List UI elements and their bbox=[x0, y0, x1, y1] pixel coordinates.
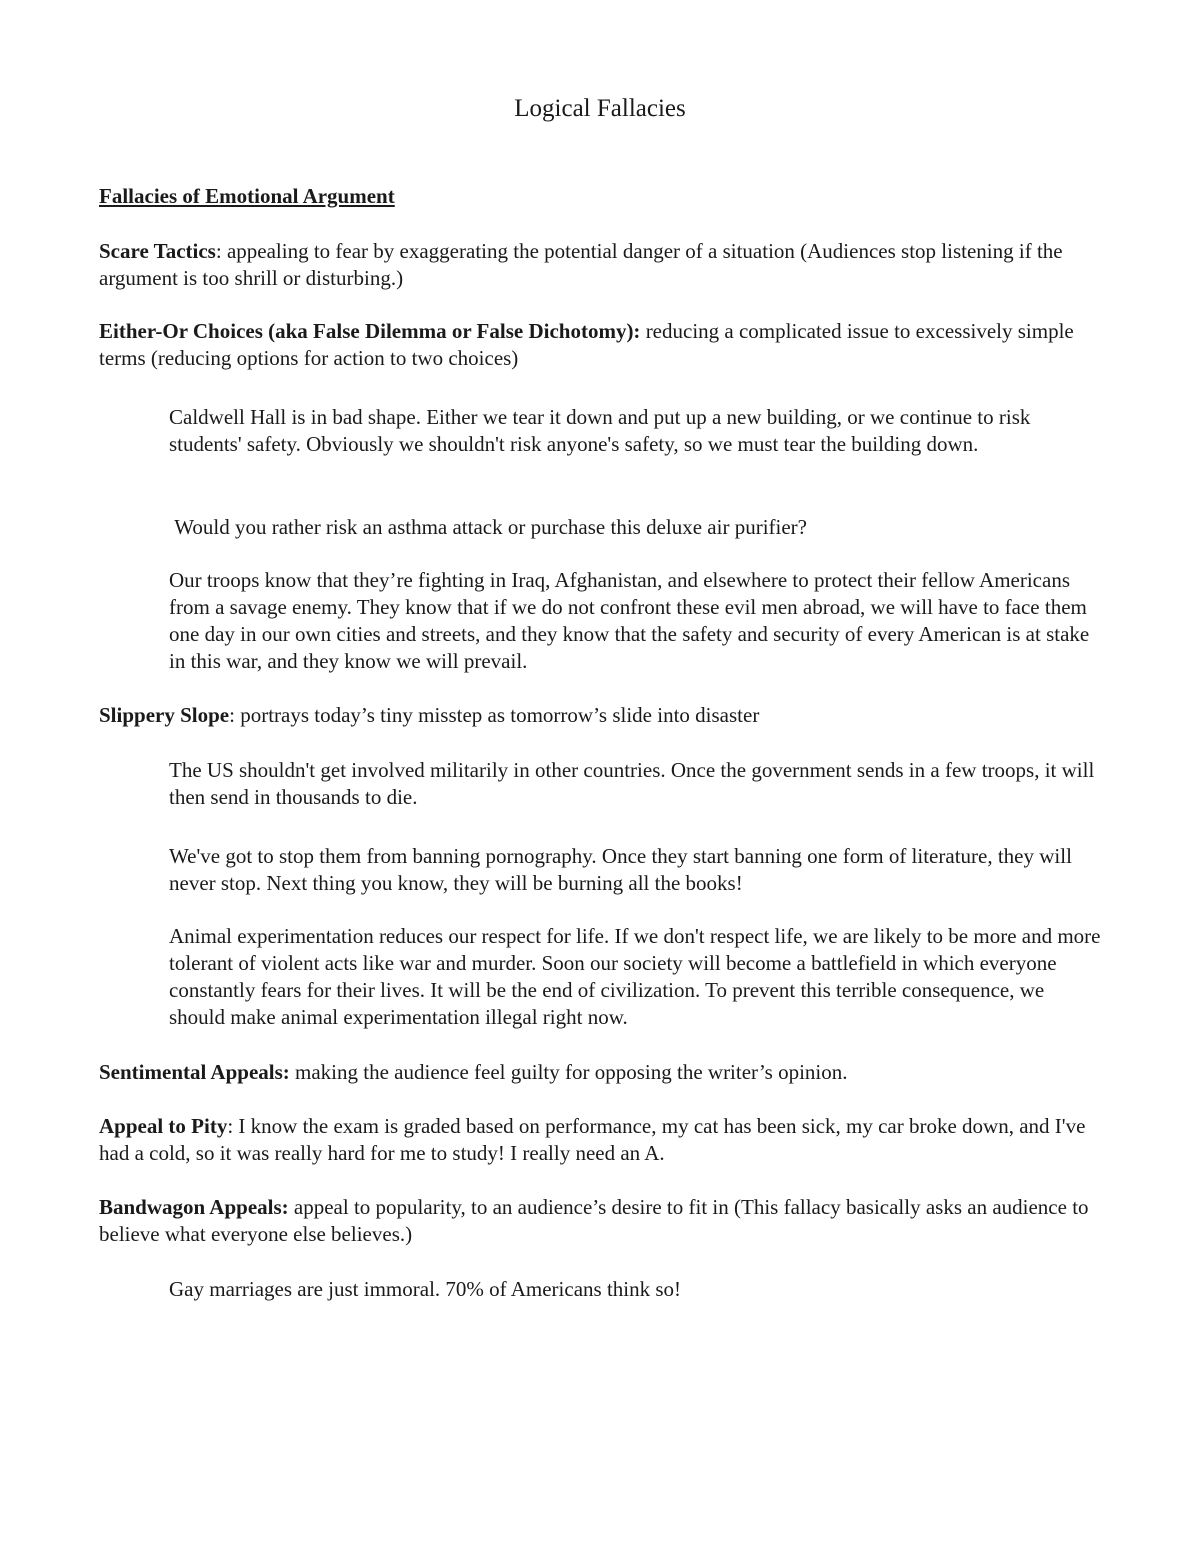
slippery-slope-term: Slippery Slope bbox=[99, 703, 230, 727]
either-or-example-3: Our troops know that they’re fighting in Iraq, Afghanistan, and elsewhere to protect their fellow Americans from a savage enemy. They know that if we do not confront these evil men abroad, we will have to face them one day in our own cities and streets, and they know that the safety and security of every American is at stake in this war, and they know we will prevail. bbox=[169, 568, 1090, 673]
bandwagon-definition: appeal to popularity, to an audience’s desire to fit in (This fallacy basically asks an audience to believe what everyone else believes.) bbox=[99, 1195, 1089, 1246]
either-or-example-1: Caldwell Hall is in bad shape. Either we tear it down and put up a new building, or we continue to risk students' safety. Obviously we shouldn't risk anyone's safety, so we must tear the building down. bbox=[169, 405, 1031, 456]
slippery-slope-example-3: Animal experimentation reduces our respect for life. If we don't respect life, we are likely to be more and more tolerant of violent acts like war and murder. Soon our society will become a battlefield in which everyone constantly fears for their lives. It will be the end of civilization. To prevent this terrible consequence, we should make animal experimentation illegal right now. bbox=[169, 924, 1101, 1029]
pity-paragraph bbox=[99, 1113, 1104, 1167]
either-or-definition: reducing a complicated issue to excessively simple terms (reducing options for action to two choices) bbox=[99, 319, 1074, 370]
sentimental-definition: making the audience feel guilty for opposing the writer’s opinion. bbox=[289, 1060, 848, 1084]
pity-term: Appeal to Pity bbox=[99, 1114, 228, 1138]
slippery-slope-example-2: We've got to stop them from banning pornography. Once they start banning one form of literature, they will never stop. Next thing you know, they will be burning all the books! bbox=[169, 844, 1072, 895]
slippery-slope-definition: : portrays today’s tiny misstep as tomorrow’s slide into disaster bbox=[229, 703, 760, 727]
either-or-example-2: Would you rather risk an asthma attack or purchase this deluxe air purifier? bbox=[169, 515, 807, 539]
either-or-term: Either-Or Choices (aka False Dilemma or False Dichotomy): bbox=[99, 319, 641, 343]
bandwagon-example-1: Gay marriages are just immoral. 70% of Americans think so! bbox=[169, 1277, 682, 1301]
either-or-paragraph bbox=[99, 318, 1104, 372]
slippery-slope-example-1: The US shouldn't get involved militarily in other countries. Once the government sends in a few troops, it will then send in thousands to die. bbox=[169, 758, 1095, 809]
sentimental-term: Sentimental Appeals: bbox=[99, 1060, 290, 1084]
scare-tactics-term: Scare Tactics bbox=[99, 239, 216, 263]
page-title: Logical Fallacies bbox=[514, 95, 686, 122]
pity-definition: : I know the exam is graded based on performance, my cat has been sick, my car broke down, and I've had a cold, so it was really hard for me to study! I really need an A. bbox=[99, 1114, 1086, 1165]
scare-tactics-definition: : appealing to fear by exaggerating the potential danger of a situation (Audiences stop listening if the argument is too shrill or disturbing.) bbox=[99, 239, 1063, 290]
section-heading: Fallacies of Emotional Argument bbox=[99, 184, 395, 208]
slippery-slope-paragraph bbox=[99, 702, 1104, 729]
bandwagon-paragraph bbox=[99, 1194, 1104, 1248]
scare-tactics-paragraph bbox=[99, 238, 1104, 292]
bandwagon-term: Bandwagon Appeals: bbox=[99, 1195, 289, 1219]
sentimental-paragraph bbox=[99, 1059, 1104, 1086]
